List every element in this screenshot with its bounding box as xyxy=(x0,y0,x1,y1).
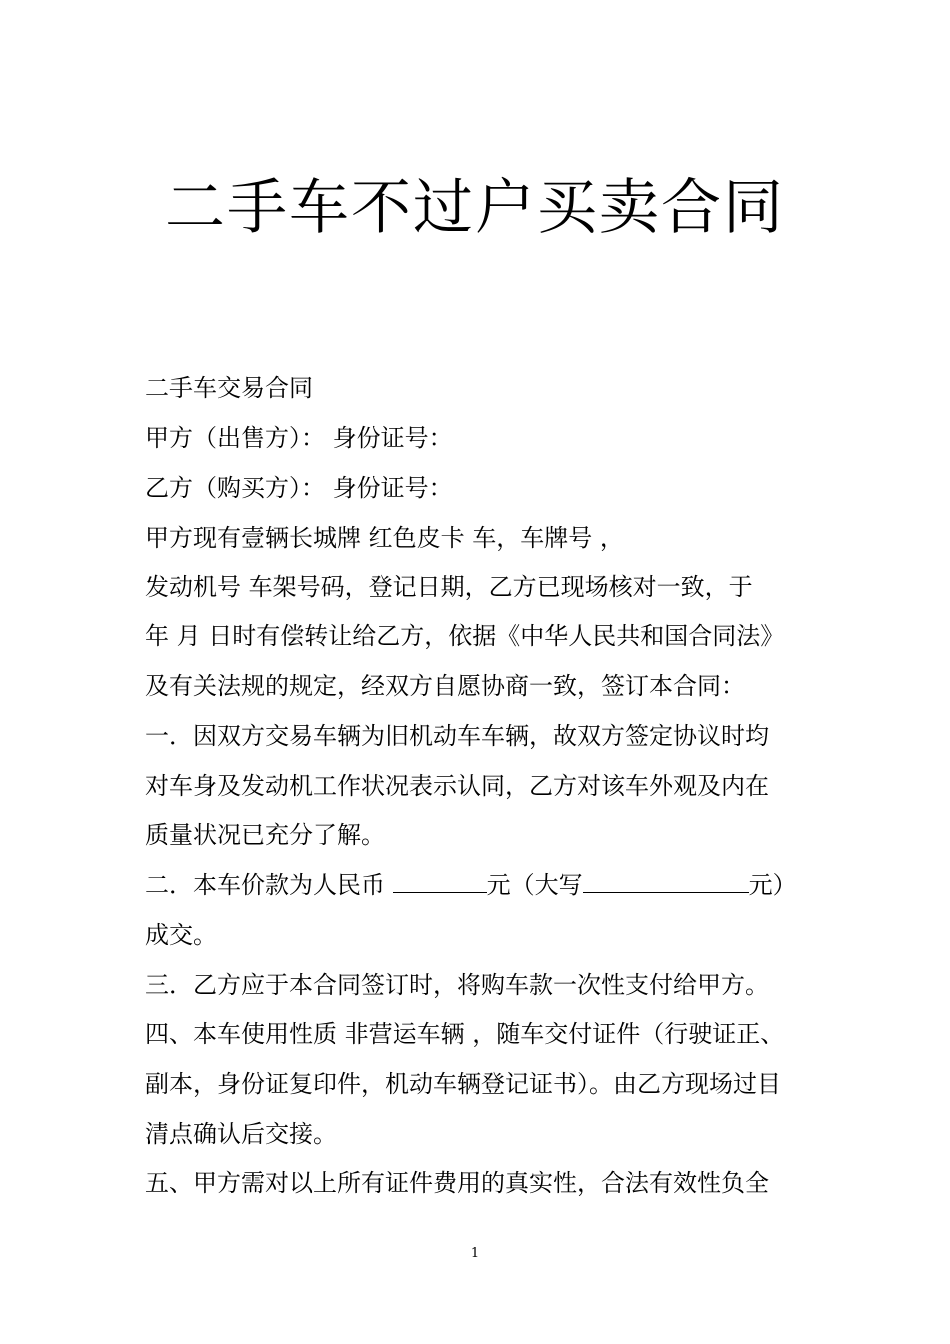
clause-5-line: 五、甲方需对以上所有证件费用的真实性，合法有效性负全 xyxy=(145,1169,769,1197)
price-middle: 元（大写 xyxy=(486,871,583,899)
party-b-line: 乙方（购买方）： 身份证号： xyxy=(145,474,453,502)
clause-2-line: 成交。 xyxy=(145,921,217,949)
price-amount-blank[interactable] xyxy=(393,870,487,893)
clause-2-price-line xyxy=(145,869,797,901)
page-number: 1 xyxy=(470,1246,480,1261)
clause-1-line: 一．因双方交易车辆为旧机动车车辆，故双方签定协议时均 xyxy=(145,722,769,750)
body-line: 及有关法规的规定，经双方自愿协商一致，签订本合同： xyxy=(145,672,745,700)
document-title: 二手车不过户买卖合同 xyxy=(165,173,785,243)
clause-4-line: 副本，身份证复印件，机动车辆登记证书）。由乙方现场过目 xyxy=(145,1070,781,1098)
clause-4-line: 清点确认后交接。 xyxy=(145,1120,337,1148)
price-suffix: 元） xyxy=(748,871,797,899)
contract-subtitle: 二手车交易合同 xyxy=(145,374,313,402)
body-line: 甲方现有壹辆长城牌 红色皮卡 车，车牌号 ， xyxy=(145,524,624,552)
clause-3-line: 三．乙方应于本合同签订时，将购车款一次性支付给甲方。 xyxy=(145,971,769,999)
clause-1-line: 质量状况已充分了解。 xyxy=(145,821,385,849)
body-line: 年 月 日时有偿转让给乙方，依据《中华人民共和国合同法》 xyxy=(145,622,785,650)
clause-4-line: 四、本车使用性质 非营运车辆 ，随车交付证件（行驶证正、 xyxy=(145,1020,785,1048)
price-prefix: 二．本车价款为人民币 xyxy=(145,871,393,899)
party-a-line: 甲方（出售方）： 身份证号： xyxy=(145,424,453,452)
price-uppercase-blank[interactable] xyxy=(583,870,749,893)
clause-1-line: 对车身及发动机工作状况表示认同，乙方对该车外观及内在 xyxy=(145,772,769,800)
body-line: 发动机号 车架号码，登记日期，乙方已现场核对一致，于 xyxy=(145,573,753,601)
